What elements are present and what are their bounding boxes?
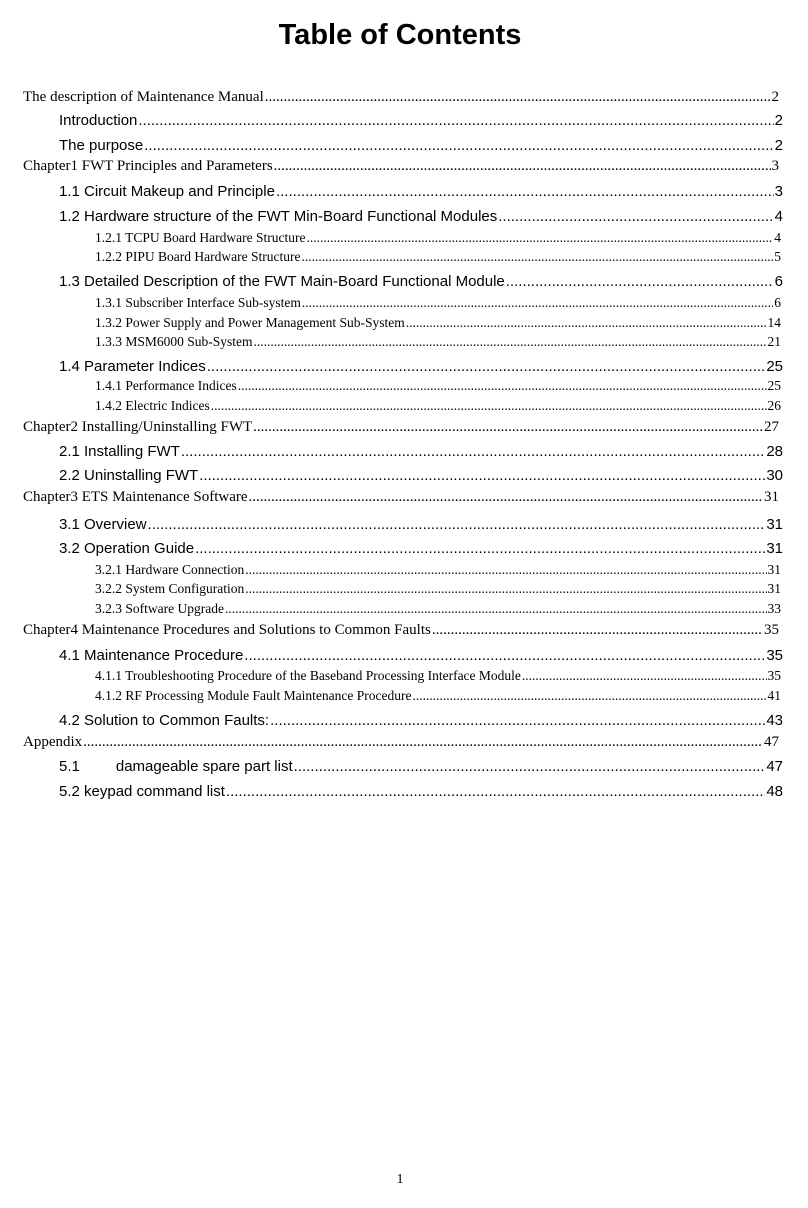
toc-entry-page: 35 <box>767 668 781 683</box>
toc-entry-number: 5.1 <box>59 758 80 775</box>
toc-entry-page: 27 <box>764 419 779 435</box>
toc-entry-page: 33 <box>767 601 781 616</box>
toc-entry-label: 1.2.1 TCPU Board Hardware Structure <box>95 230 306 245</box>
dot-leader <box>406 315 767 331</box>
toc-entry-page: 28 <box>766 443 783 460</box>
toc-entry[interactable] <box>59 467 783 485</box>
toc-entry[interactable] <box>59 758 783 776</box>
dot-leader <box>225 601 767 617</box>
dot-leader <box>294 758 766 776</box>
dot-leader <box>498 208 773 226</box>
toc-entry-label: 3.1 Overview <box>59 516 147 533</box>
toc-entry-page: 47 <box>766 758 783 775</box>
toc-entry[interactable] <box>59 183 783 201</box>
dot-leader <box>83 733 763 751</box>
dot-leader <box>276 183 774 201</box>
toc-entry-label: 1.3.1 Subscriber Interface Sub-system <box>95 295 301 310</box>
toc-entry-label: 1.4.2 Electric Indices <box>95 398 210 413</box>
dot-leader <box>522 668 767 684</box>
toc-entry[interactable] <box>23 418 779 436</box>
toc-entry-page: 26 <box>767 398 781 413</box>
toc-entry[interactable] <box>59 273 783 291</box>
toc-entry-label: 1.2.2 PIPU Board Hardware Structure <box>95 249 301 264</box>
toc-entry[interactable] <box>23 157 779 175</box>
toc-entry-page: 4 <box>774 230 781 245</box>
dot-leader <box>274 157 771 175</box>
dot-leader <box>238 378 767 394</box>
toc-entry[interactable] <box>95 249 781 265</box>
toc-entry[interactable] <box>95 562 781 578</box>
toc-entry-label: 3.2 Operation Guide <box>59 540 195 557</box>
toc-entry-label: 5.2 keypad command list <box>59 783 225 800</box>
dot-leader <box>254 334 767 350</box>
toc-entry-page: 25 <box>766 358 783 375</box>
dot-leader <box>265 88 771 106</box>
toc-entry-page: 48 <box>766 783 783 800</box>
dot-leader <box>226 783 765 801</box>
dot-leader <box>245 562 766 578</box>
toc-entry[interactable] <box>23 621 779 639</box>
toc-entry-page: 21 <box>767 334 781 349</box>
toc-entry-label: 1.2 Hardware structure of the FWT Min-Board Functional Modules <box>59 208 498 225</box>
toc-entry[interactable] <box>59 516 783 534</box>
toc-entry-page: 14 <box>767 315 781 330</box>
toc-entry[interactable] <box>95 315 781 331</box>
toc-entry-label: The purpose <box>59 137 144 154</box>
dot-leader <box>432 621 763 639</box>
toc-entry-label: 4.1.2 RF Processing Module Fault Maintenance Procedure <box>95 688 412 703</box>
toc-entry-page: 43 <box>766 712 783 729</box>
toc-entry-label: 1.3.3 MSM6000 Sub-System <box>95 334 253 349</box>
toc-entry-label: 2.1 Installing FWT <box>59 443 180 460</box>
toc-entry-label: 3.2.3 Software Upgrade <box>95 601 224 616</box>
page-number: 1 <box>396 1172 404 1187</box>
dot-leader <box>181 443 765 461</box>
toc-entry-label: Introduction <box>59 112 138 129</box>
toc-entry-label <box>59 758 293 776</box>
toc-entry-page: 6 <box>774 295 781 310</box>
toc-entry[interactable] <box>95 688 781 704</box>
toc-entry-label: 1.3 Detailed Description of the FWT Main-Board Functional Module <box>59 273 505 290</box>
toc-entry-label: 1.1 Circuit Makeup and Principle <box>59 183 275 200</box>
toc-entry-label: 1.4 Parameter Indices <box>59 358 206 375</box>
toc-entry[interactable] <box>59 208 783 226</box>
toc-entry[interactable] <box>59 358 783 376</box>
dot-leader <box>506 273 774 291</box>
toc-entry[interactable] <box>59 712 783 730</box>
toc-entry-label: 4.2 Solution to Common Faults: <box>59 712 270 729</box>
dot-leader <box>144 137 773 155</box>
toc-entry-title: damageable spare part list <box>115 758 293 775</box>
toc-entry[interactable] <box>95 668 781 684</box>
toc-entry-label: Chapter3 ETS Maintenance Software <box>23 489 248 505</box>
toc-entry-page: 31 <box>764 489 779 505</box>
dot-leader <box>412 688 766 704</box>
toc-entry[interactable] <box>95 334 781 350</box>
toc-entry-page: 2 <box>774 112 783 129</box>
toc-entry-page: 6 <box>774 273 783 290</box>
toc-entry[interactable] <box>59 112 783 130</box>
toc-entry[interactable] <box>59 137 783 155</box>
toc-entry-page: 3 <box>771 158 779 174</box>
toc-entry-label: 1.4.1 Performance Indices <box>95 378 237 393</box>
toc-entry[interactable] <box>95 398 781 414</box>
toc-entry-label: Chapter2 Installing/Uninstalling FWT <box>23 419 253 435</box>
dot-leader <box>195 540 765 558</box>
dot-leader <box>249 488 763 506</box>
toc-entry-page: 25 <box>767 378 781 393</box>
toc-entry-page: 30 <box>766 467 783 484</box>
toc-entry-page: 31 <box>766 516 783 533</box>
toc-entry-label: 3.2.1 Hardware Connection <box>95 562 245 577</box>
toc-entry-label: 2.2 Uninstalling FWT <box>59 467 199 484</box>
toc-entry[interactable] <box>23 733 779 751</box>
dot-leader <box>148 516 766 534</box>
dot-leader <box>306 230 773 246</box>
toc-entry[interactable] <box>95 581 781 597</box>
toc-entry-page: 41 <box>767 688 781 703</box>
toc-entry-page: 35 <box>766 647 783 664</box>
dot-leader <box>302 295 773 311</box>
toc-entry-label: Appendix <box>23 734 83 750</box>
toc-entry-label: Chapter1 FWT Principles and Parameters <box>23 158 273 174</box>
toc-entry-page: 31 <box>767 581 781 596</box>
toc-entry[interactable] <box>59 540 783 558</box>
toc-entry-label: The description of Maintenance Manual <box>23 89 264 105</box>
dot-leader <box>138 112 773 130</box>
toc-entry-page: 31 <box>766 540 783 557</box>
dot-leader <box>270 712 765 730</box>
toc-entry[interactable] <box>95 230 781 246</box>
toc-entry[interactable] <box>59 783 783 801</box>
toc-entry-page: 35 <box>764 622 779 638</box>
dot-leader <box>301 249 773 265</box>
toc-entry[interactable] <box>59 443 783 461</box>
toc-entry-page: 47 <box>764 734 779 750</box>
toc-entry[interactable] <box>23 488 779 506</box>
toc-entry-label: Chapter4 Maintenance Procedures and Solutions to Common Faults <box>23 622 431 638</box>
toc-entry-page: 31 <box>767 562 781 577</box>
dot-leader <box>245 581 766 597</box>
toc-entry[interactable] <box>95 601 781 617</box>
dot-leader <box>211 398 767 414</box>
toc-entry-page: 3 <box>774 183 783 200</box>
page-title: Table of Contents <box>278 19 522 51</box>
dot-leader <box>207 358 766 376</box>
dot-leader <box>253 418 763 436</box>
toc-entry[interactable] <box>95 295 781 311</box>
toc-entry-label: 4.1.1 Troubleshooting Procedure of the Baseband Processing Interface Module <box>95 668 521 683</box>
dot-leader <box>199 467 765 485</box>
toc-entry-page: 4 <box>774 208 783 225</box>
toc-entry[interactable] <box>23 88 779 106</box>
toc-entry-page: 2 <box>774 137 783 154</box>
toc-entry-page: 2 <box>771 89 779 105</box>
toc-entry-label: 1.3.2 Power Supply and Power Management Sub-System <box>95 315 405 330</box>
toc-entry[interactable] <box>95 378 781 394</box>
toc-entry-page: 5 <box>774 249 781 264</box>
toc-entry-label: 3.2.2 System Configuration <box>95 581 245 596</box>
dot-leader <box>244 647 765 665</box>
toc-entry-label: 4.1 Maintenance Procedure <box>59 647 244 664</box>
toc-entry[interactable] <box>59 647 783 665</box>
